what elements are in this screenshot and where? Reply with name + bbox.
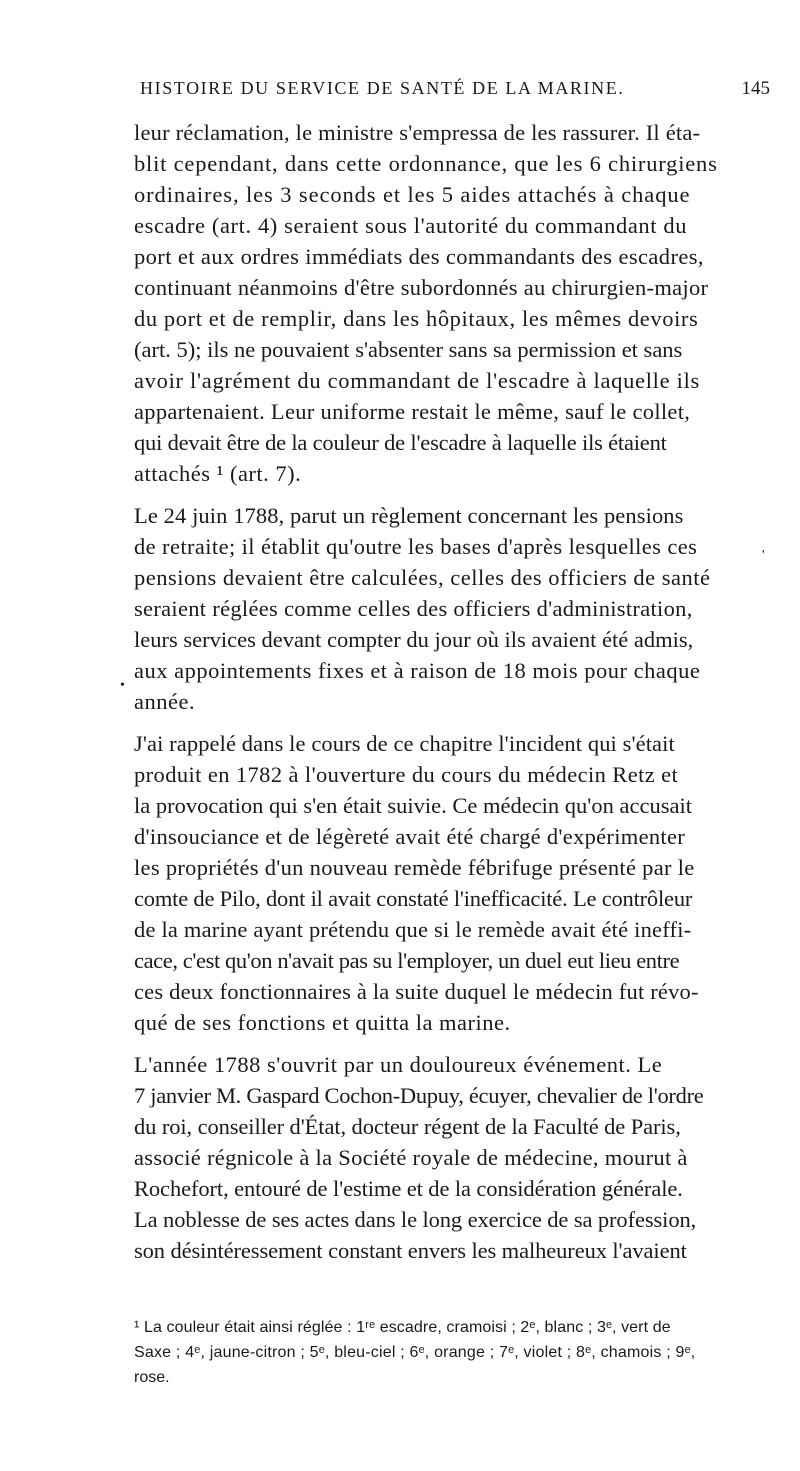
text-line: escadre (art. 4) seraient sous l'autorité du commandant du (134, 213, 688, 238)
text-line: J'ai rappelé dans le cours de ce chapitre l'incident qui s'était (134, 731, 675, 756)
running-title: HISTOIRE DU SERVICE DE SANTÉ DE LA MARINE. (140, 78, 625, 98)
stray-mark: ' (762, 548, 765, 563)
text-line: Le 24 juin 1788, parut un règlement concernant les pensions (134, 503, 684, 528)
text-line: (art. 5); ils ne pouvaient s'absenter sans sa permission et sans (134, 337, 683, 362)
text-line: du roi, conseiller d'État, docteur régent de la Faculté de Paris, (134, 1114, 681, 1139)
text-line: comte de Pilo, dont il avait constaté l'inefficacité. Le contrôleur (134, 886, 693, 911)
text-line: cace, c'est qu'on n'avait pas su l'employer, un duel eut lieu entre (134, 948, 680, 973)
text-line: ordinaires, les 3 seconds et les 5 aides attachés à chaque (134, 182, 691, 207)
text-line: son désintéressement constant envers les malheureux l'avaient (134, 1238, 687, 1263)
stray-mark: • (120, 678, 125, 693)
text-line: produit en 1782 à l'ouverture du cours du médecin Retz et (134, 762, 679, 787)
page-number: 145 (741, 78, 770, 99)
text-line: attachés ¹ (art. 7). (134, 461, 302, 486)
footnote-line: ¹ La couleur était ainsi réglée : 1ʳᵉ escadre, cramoisi ; 2ᵉ, blanc ; 3ᵉ, vert de (134, 1319, 671, 1336)
text-line: associé régnicole à la Société royale de médecine, mourut à (134, 1145, 688, 1170)
text-line: leur réclamation, le ministre s'empressa de les rassurer. Il éta- (134, 120, 701, 145)
text-line: port et aux ordres immédiats des commandants des escadres, (134, 244, 704, 269)
footnote-line: rose. (134, 1369, 170, 1386)
text-line: 7 janvier M. Gaspard Cochon-Dupuy, écuyer, chevalier de l'ordre (134, 1083, 704, 1108)
text-line: ces deux fonctionnaires à la suite duquel le médecin fut révo- (134, 979, 699, 1004)
text-line: année. (134, 689, 196, 714)
text-line: L'année 1788 s'ouvrit par un douloureux événement. Le (134, 1052, 663, 1077)
text-line: avoir l'agrément du commandant de l'escadre à laquelle ils (134, 368, 700, 393)
text-line: aux appointements fixes et à raison de 18 mois pour chaque (134, 658, 701, 683)
text-line: La noblesse de ses actes dans le long exercice de sa profession, (134, 1207, 697, 1232)
text-line: qué de ses fonctions et quitta la marine. (134, 1010, 511, 1035)
text-line: de la marine ayant prétendu que si le remède avait été ineffi- (134, 917, 692, 942)
footnote-line: Saxe ; 4ᵉ, jaune-citron ; 5ᵉ, bleu-ciel ; 6ᵉ, orange ; 7ᵉ, violet ; 8ᵉ, chamois ; 9ᵉ, (134, 1344, 696, 1361)
text-line: la provocation qui s'en était suivie. Ce médecin qu'on accusait (134, 793, 692, 818)
text-line: appartenaient. Leur uniforme restait le même, sauf le collet, (134, 399, 691, 424)
text-line: leurs services devant compter du jour où ils avaient été admis, (134, 627, 694, 652)
text-line: de retraite; il établit qu'outre les bases d'après lesquelles ces (134, 534, 698, 559)
text-line: continuant néanmoins d'être subordonnés au chirurgien-major (134, 275, 709, 300)
text-line: qui devait être de la couleur de l'escadre à laquelle ils étaient (134, 430, 667, 455)
text-line: Rochefort, entouré de l'estime et de la considération générale. (134, 1176, 683, 1201)
text-line: pensions devaient être calculées, celles des officiers de santé (134, 565, 711, 590)
text-line: blit cependant, dans cette ordonnance, que les 6 chirurgiens (134, 151, 718, 176)
text-line: d'insouciance et de légèreté avait été chargé d'expérimenter (134, 824, 686, 849)
text-line: seraient réglées comme celles des officiers d'administration, (134, 596, 693, 621)
text-line: les propriétés d'un nouveau remède fébrifuge présenté par le (134, 855, 695, 880)
text-line: du port et de remplir, dans les hôpitaux, les mêmes devoirs (134, 306, 699, 331)
